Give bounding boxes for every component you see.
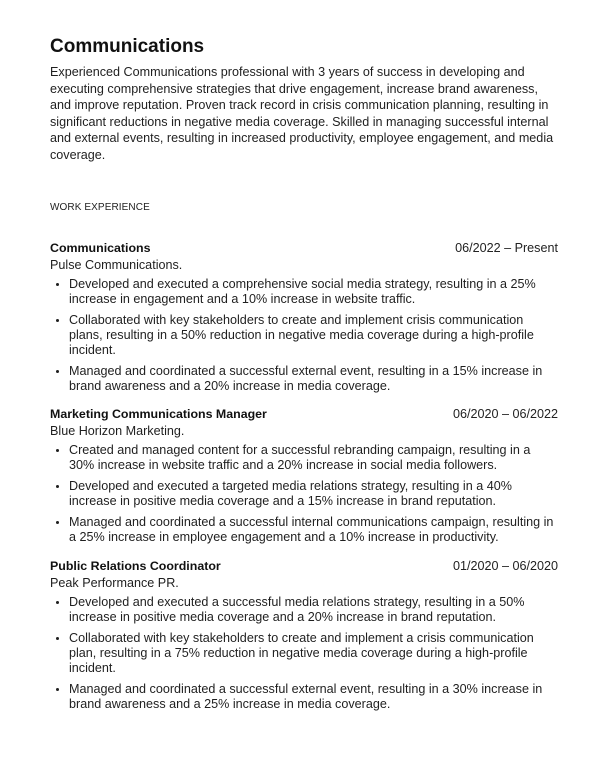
achievement-item: • Managed and coordinated a successful external event, resulting in a 15% increase in brand awareness and a 20% increase in media coverage. <box>69 364 559 394</box>
achievement-item: • Managed and coordinated a successful external event, resulting in a 30% increase in brand awareness and a 25% increase in media coverage. <box>69 682 559 712</box>
job-title: Communications <box>50 240 151 255</box>
achievement-item: • Created and managed content for a successful rebranding campaign, resulting in a 30% increase in website traffic and a 20% increase in social media followers. <box>69 443 559 473</box>
achievement-list <box>50 443 559 545</box>
achievement-item: • Developed and executed a targeted media relations strategy, resulting in a 40% increase in positive media coverage and a 15% increase in brand reputation. <box>69 479 559 509</box>
achievement-list <box>50 277 559 395</box>
page-title: Communications <box>50 36 205 57</box>
professional-summary: Experienced Communications professional with 3 years of success in developing and executing comprehensive strategies that drive engagement, increase brand awareness, and improve reputation. Proven track record in crisis communication planning, resulting in significant reductions in negative media coverage. Skilled in managing successful internal and external events, resulting in increased productivity, employee engagement, and media coverage. <box>50 65 554 162</box>
job-entry <box>50 241 560 395</box>
job-entry <box>50 559 560 713</box>
achievement-item: • Developed and executed a comprehensive social media strategy, resulting in a 25% increase in engagement and a 10% increase in website traffic. <box>69 277 559 307</box>
job-header <box>50 559 558 573</box>
job-dates: 01/2020 – 06/2020 <box>452 558 558 573</box>
job-entry <box>50 407 560 545</box>
company-name: Peak Performance PR. <box>50 575 179 590</box>
job-header <box>50 241 558 255</box>
achievement-item: • Developed and executed a successful media relations strategy, resulting in a 50% increase in positive media coverage and a 20% increase in brand reputation. <box>69 595 559 625</box>
achievement-item: • Managed and coordinated a successful internal communications campaign, resulting in a 25% increase in employee engagement and a 10% increase in productivity. <box>69 515 559 545</box>
job-title: Marketing Communications Manager <box>50 407 267 422</box>
achievement-list <box>50 595 559 713</box>
section-heading-work-experience: WORK EXPERIENCE <box>50 201 150 213</box>
achievement-item: • Collaborated with key stakeholders to create and implement crisis communication plans, resulting in a 50% reduction in negative media coverage during a high-profile incident. <box>69 313 559 359</box>
achievement-item: • Collaborated with key stakeholders to create and implement a crisis communication plan, resulting in a 75% reduction in negative media coverage during a high-profile incident. <box>69 631 559 677</box>
job-title: Public Relations Coordinator <box>50 558 221 573</box>
company-name: Blue Horizon Marketing. <box>50 424 185 439</box>
company-name: Pulse Communications. <box>50 257 183 272</box>
job-header <box>50 407 558 421</box>
job-dates: 06/2020 – 06/2022 <box>452 407 558 422</box>
job-dates: 06/2022 – Present <box>455 240 558 255</box>
